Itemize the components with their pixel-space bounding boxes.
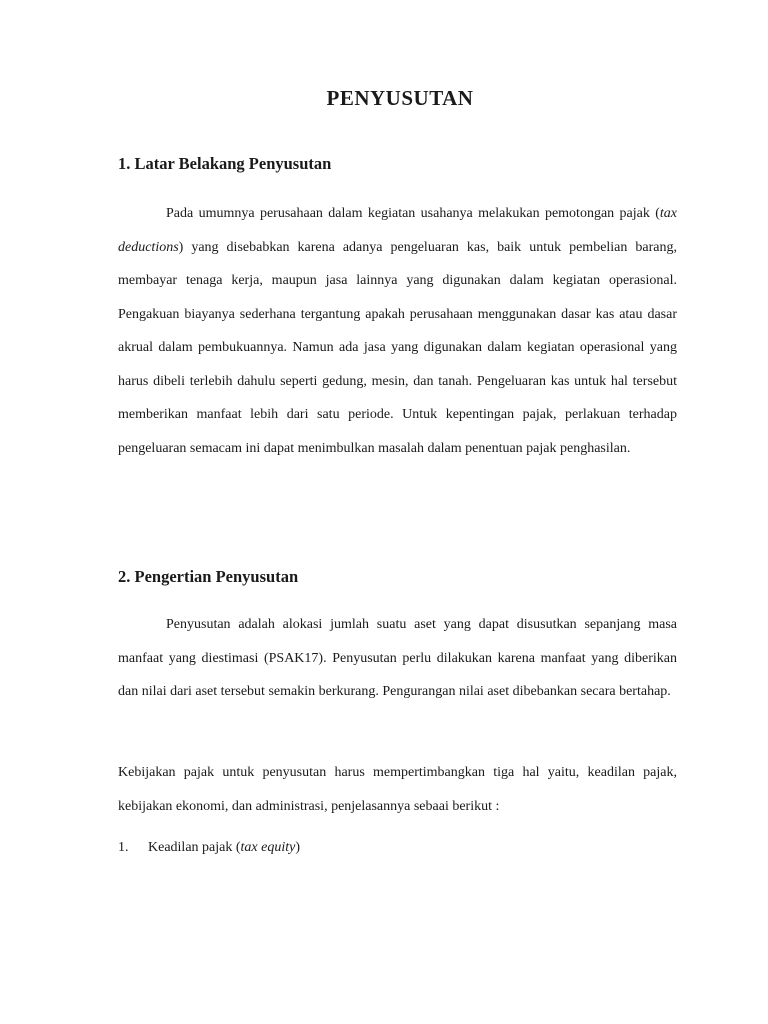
list-text: Keadilan pajak ( [148, 840, 241, 855]
paragraph-text: Pada umumnya perusahaan dalam kegiatan usahanya melakukan pemotongan pajak ( [166, 206, 660, 221]
paragraph-text: ) yang disebabkan karena adanya pengeluaran kas, baik untuk pembelian barang, membayar tenaga kerja, maupun jasa lainnya yang digunakan dalam kegiatan operasional. Pengakuan biayanya sederhana tergantung apakah perusahaan menggunakan dasar kas atau dasar akrual dalam pembukuannya. Namun ada jasa yang digunakan dalam kegiatan operasional yang harus dibeli terlebih dahulu seperti gedung, mesin, dan tanah. Pengeluaran kas untuk hal tersebut memberikan manfaat lebih dari satu periode. Untuk kepentingan pajak, perlakuan terhadap pengeluaran semacam ini dapat menimbulkan masalah dalam penentuan pajak penghasilan. [118, 239, 677, 456]
list-number: 1. [118, 840, 129, 855]
paragraph-pengertian: Penyusutan adalah alokasi jumlah suatu aset yang dapat disusutkan sepanjang masa manfaat yang diestimasi (PSAK17). Penyusutan perlu dilakukan karena manfaat yang diberikan dan nilai dari aset tersebut semakin berkurang. Pengurangan nilai aset dibebankan secara bertahap. [118, 617, 677, 699]
paragraph-latar-belakang [118, 197, 677, 465]
paragraph-kebijakan: Kebijakan pajak untuk penyusutan harus mempertimbangkan tiga hal yaitu, keadilan pajak, kebijakan ekonomi, dan administrasi, penjelasannya sebaai berikut : [118, 765, 677, 814]
italic-term: tax deductions [118, 206, 677, 255]
section-heading-pengertian: 2. Pengertian Penyusutan [118, 567, 299, 586]
document-title: PENYUSUTAN [326, 86, 474, 110]
italic-term: tax equity [240, 840, 296, 855]
section-heading-latar-belakang: 1. Latar Belakang Penyusutan [118, 154, 332, 173]
list-text: ) [295, 840, 300, 855]
list-item [118, 840, 300, 856]
